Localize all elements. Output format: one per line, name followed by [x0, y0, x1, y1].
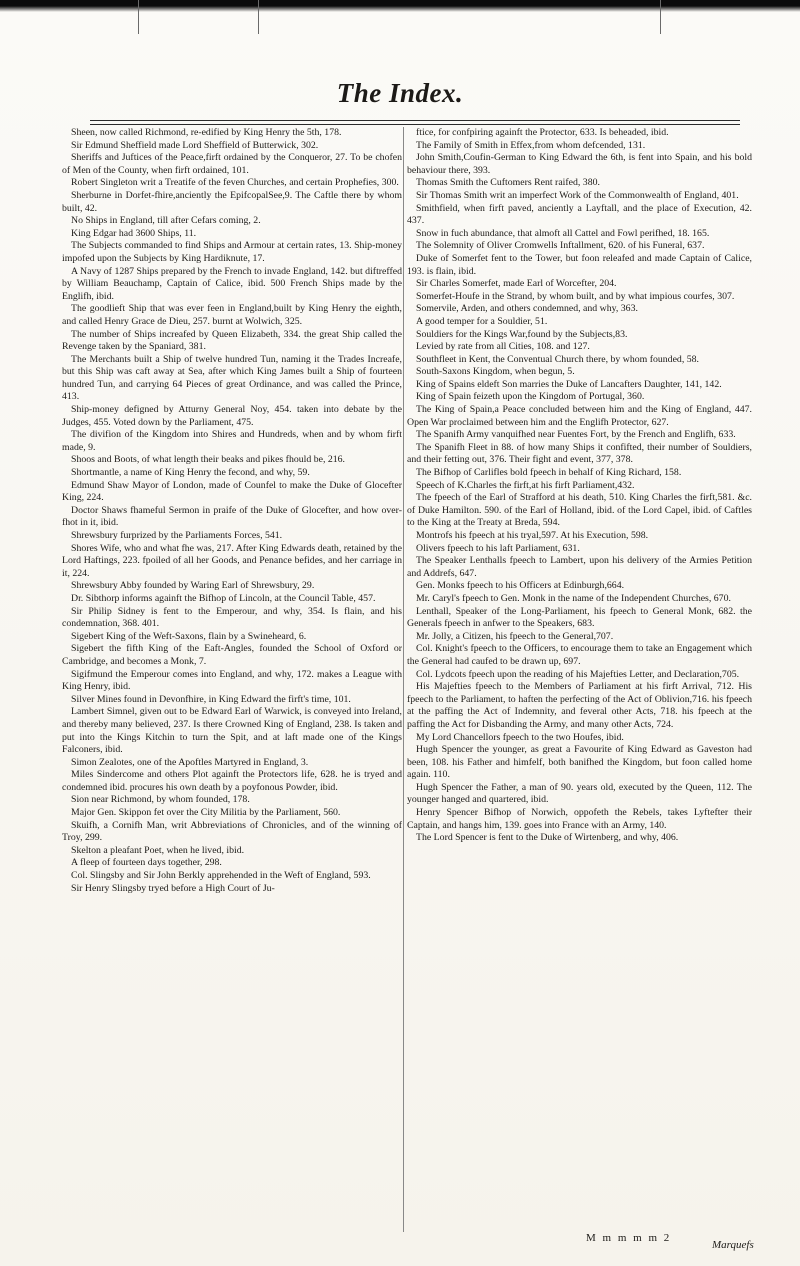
index-entry: John Smith,Coufin-German to King Edward the 6th, is fent into Spain, and his bold behaviour there, 393.	[407, 152, 752, 176]
left-column	[62, 127, 402, 895]
index-entry: The goodlieft Ship that was ever feen in England,built by King Henry the eighth, and called Henry Grace de Dieu, 257. burnt at Wolwich, 325.	[62, 303, 402, 327]
right-column	[407, 127, 752, 845]
index-entry: Snow in fuch abundance, that almoft all Cattel and Fowl perifhed, 18. 165.	[416, 227, 710, 239]
index-entry: The Merchants built a Ship of twelve hundred Tun, naming it the Trades Increafe, but this Ship was caft away at Sea, after which King James built a Ship of fourteen hundred Tun, and carrying 64 Pieces of great Ordinance, and was called the Prince, 413.	[62, 353, 402, 403]
index-entry: Ship-money defigned by Atturny General Noy, 454. taken into debate by the Judges, 455. Voted down by the Parliament, 475.	[62, 404, 402, 428]
index-entry: Sir Charles Somerfet, made Earl of Worcefter, 204.	[416, 278, 617, 290]
index-entry: Col. Lydcots fpeech upon the reading of his Majefties Letter, and Declaration,705.	[416, 668, 740, 680]
index-entry: Doctor Shaws fhameful Sermon in praife of the Duke of Glocefter, and how over-fhot in it, ibid.	[62, 504, 402, 529]
index-entry: Skelton a pleafant Poet, when he lived, ibid.	[71, 844, 245, 856]
index-entry: Sion near Richmond, by whom founded, 178.	[71, 794, 250, 806]
index-entry: Sir Edmund Sheffield made Lord Sheffield of Butterwick, 302.	[71, 139, 319, 151]
index-entry: Thomas Smith the Cuftomers Rent raifed, 380.	[416, 177, 600, 189]
index-entry: Sigifmund the Emperour comes into England, and why, 172. makes a League with King Henry, ibid.	[62, 668, 402, 693]
index-entry: King of Spain feizeth upon the Kingdom of Portugal, 360.	[416, 391, 645, 403]
index-entry: Somerfet-Houfe in the Strand, by whom built, and by what impious courfes, 307.	[416, 290, 735, 302]
index-entry: Hugh Spencer the younger, as great a Favourite of King Edward as Gaveston had been, 108. his Father and himfelf, both banifhed the Kingdom, but foon called home again. 110.	[407, 744, 752, 781]
catchword: Marquefs	[712, 1239, 754, 1251]
index-entry: Levied by rate from all Cities, 108. and 127.	[416, 341, 590, 353]
index-entry: Southfleet in Kent, the Conventual Church there, by whom founded, 58.	[416, 353, 699, 365]
index-entry: King Edgar had 3600 Ships, 11.	[71, 227, 197, 239]
index-entry: A Navy of 1287 Ships prepared by the French to invade England, 142. but diftreffed by William Beauchamp, Captain of Calice, ibid. 500 French Ships made by the Englifh, ibid.	[62, 265, 402, 302]
index-entry: Miles Sindercome and others Plot againft the Protectors life, 628. he is tryed and condemned ibid. procures his own death by a poyfonous Powder, ibid.	[62, 769, 402, 793]
index-entry: The Family of Smith in Effex,from whom defcended, 131.	[416, 139, 646, 151]
index-entry: Lambert Simnel, given out to be Edward Earl of Warwick, is conveyed into Ireland, and thereby many believed, 237. Is there Crowned King of England, 238. Is taken and put into the Kings Kitchin to turn the Spit, and at laft made one of the Kings Falconers, ibid.	[62, 706, 402, 756]
signature-mark: M m m m m 2	[586, 1232, 672, 1244]
index-entry: Somervile, Arden, and others condemned, and why, 363.	[416, 303, 638, 315]
index-entry: The King of Spain,a Peace concluded between him and the King of England, 447. Open War proclaimed between him and the Englifh Protector, 627.	[407, 404, 752, 428]
index-entry: Shortmantle, a name of King Henry the fecond, and why, 59.	[71, 467, 310, 479]
index-entry: Sigebert the fifth King of the Eaft-Angles, founded the School of Oxford or Cambridge, and becomes a Monk, 7.	[62, 643, 402, 667]
index-entry: Sir Philip Sidney is fent to the Emperour, and why, 354. Is flain, and his condemnation, 368. 401.	[62, 605, 402, 630]
index-entry: No Ships in England, till after Cefars coming, 2.	[71, 215, 261, 227]
index-entry: Speech of K.Charles the firft,at his firft Parliament,432.	[416, 479, 635, 491]
index-entry: Henry Spencer Bifhop of Norwich, oppofeth the Rebels, takes Lyftefter their Captain, and hangs him, 139. goes into France with an Army, 140.	[407, 807, 752, 831]
index-entry: Hugh Spencer the Father, a man of 90. years old, executed by the Queen, 112. The younger hanged and quartered, ibid.	[407, 781, 752, 806]
column-divider	[403, 127, 404, 1232]
index-entry: Col. Knight's fpeech to the Officers, to encourage them to take an Engagement which the General had caufed to be drawn up, 697.	[407, 643, 752, 667]
index-entry: Sheriffs and Juftices of the Peace,firft ordained by the Conqueror, 27. To be chofen of Men of the County, when firft ordained, 101.	[62, 152, 402, 176]
index-entry: Dr. Sibthorp informs againft the Bifhop of Lincoln, at the Council Table, 457.	[71, 592, 376, 604]
index-entry: The Spanifh Fleet in 88. of how many Ships it confifted, their number of Souldiers, and their fetting out, 376. Their fight and event, 377, 378.	[407, 441, 752, 466]
index-entry: The Spanifh Army vanquifhed near Fuentes Fort, by the French and Englifh, 633.	[416, 429, 736, 441]
index-entry: Duke of Somerfet fent to the Tower, but foon releafed and made Captain of Calice, 193. is flain, ibid.	[407, 252, 752, 277]
index-entry: Shores Wife, who and what fhe was, 217. After King Edwards death, retained by the Lord Haftings, 223. fpoiled of all her Goods, and Penance befides, and her carriage in it, 224.	[62, 542, 402, 579]
index-entry: The Speaker Lenthalls fpeech to Lambert, upon his delivery of the Armies Petition and Addrefs, 647.	[407, 555, 752, 579]
index-entry: Souldiers for the Kings War,found by the Subjects,83.	[416, 328, 628, 340]
index-entry: Sir Thomas Smith writ an imperfect Work of the Commonwealth of England, 401.	[416, 189, 739, 201]
index-entry: Olivers fpeech to his laft Parliament, 631.	[416, 542, 580, 554]
index-entry: The Solemnity of Oliver Cromwells Inftallment, 620. of his Funeral, 637.	[416, 240, 705, 252]
index-entry: Shoos and Boots, of what length their beaks and pikes fhould be, 216.	[71, 454, 346, 466]
index-entry: South-Saxons Kingdom, when begun, 5.	[416, 366, 575, 378]
index-entry: The Lord Spencer is fent to the Duke of Wirtenberg, and why, 406.	[416, 832, 679, 844]
index-entry: Smithfield, when firft paved, anciently a Layftall, and the place of Execution, 42. 437.	[407, 202, 752, 227]
index-entry: Montrofs his fpeech at his tryal,597. At his Execution, 598.	[416, 530, 649, 541]
index-entry: Gen. Monks fpeech to his Officers at Edinburgh,664.	[416, 580, 625, 592]
binding-line	[660, 0, 661, 34]
index-entry: The fpeech of the Earl of Strafford at his death, 510. King Charles the firft,581. &c. of Duke Hamilton. 590. of the Earl of Holland, ibid. of the Lord Capel, ibid. of Caftles to the King at the Treaty at Breda, 594.	[407, 492, 752, 529]
index-entry: King of Spains eldeft Son marries the Duke of Lancafters Daughter, 141, 142.	[416, 378, 722, 390]
index-entry: Silver Mines found in Devonfhire, in King Edward the firft's time, 101.	[71, 693, 351, 705]
index-entry: My Lord Chancellors fpeech to the two Houfes, ibid.	[416, 731, 624, 743]
index-entry: Sir Henry Slingsby tryed before a High Court of Ju-	[71, 882, 275, 894]
index-entry: The number of Ships increafed by Queen Elizabeth, 334. the great Ship called the Revenge taken by the Spaniard, 381.	[62, 328, 402, 353]
index-entry: Skuifh, a Cornifh Man, writ Abbreviations of Chronicles, and of the winning of Troy, 299.	[62, 819, 402, 844]
index-entry: Shrewsbury Abby founded by Waring Earl of Shrewsbury, 29.	[71, 580, 315, 592]
index-entry: The Bifhop of Carlifles bold fpeech in behalf of King Richard, 158.	[416, 467, 682, 479]
header-rule	[90, 120, 740, 125]
index-entry: The Subjects commanded to find Ships and Armour at certain rates, 13. Ship-money impofed upon the Subjects by King Hardiknute, 17.	[62, 240, 402, 264]
index-entry: The divifion of the Kingdom into Shires and Hundreds, when and by whom firft made, 9.	[62, 429, 402, 453]
index-entry: Edmund Shaw Mayor of London, made of Counfel to make the Duke of Glocefter King, 224.	[62, 479, 402, 504]
binding-line	[138, 0, 139, 34]
index-entry: Robert Singleton writ a Treatife of the feven Churches, and certain Prophefies, 300.	[71, 177, 399, 189]
index-entry: Sherburne in Dorfet-fhire,anciently the EpifcopalSee,9. The Caftle there by whom built, 42.	[62, 189, 402, 214]
page-title: The Index.	[336, 78, 464, 108]
index-entry: Sigebert King of the Weft-Saxons, flain by a Swineheard, 6.	[71, 630, 307, 642]
index-entry: Shrewsbury furprized by the Parliaments Forces, 541.	[71, 530, 283, 541]
index-entry: ftice, for confpiring againft the Protector, 633. Is beheaded, ibid.	[416, 127, 669, 138]
index-entry: His Majefties fpeech to the Members of Parliament at his firft Arrival, 712. His fpeech to the Parliament, to haften the perfecting of the Act of Oblivion,716. his fpeech at the paffing the Act of Indemnity, and feveral other Acts, 718. his fpeech at the paffing the Act for Disbanding the Army, and many other Acts, 724.	[407, 681, 752, 730]
index-entry: Mr. Jolly, a Citizen, his fpeech to the General,707.	[416, 630, 614, 642]
index-entry: Sheen, now called Richmond, re-edified by King Henry the 5th, 178.	[71, 127, 342, 138]
index-entry: Col. Slingsby and Sir John Berkly apprehended in the Weft of England, 593.	[71, 870, 371, 882]
index-entry: Lenthall, Speaker of the Long-Parliament, his fpeech to General Monk, 682. the Generals fpeech in anfwer to the Speakers, 683.	[407, 605, 752, 630]
index-entry: Major Gen. Skippon fet over the City Militia by the Parliament, 560.	[71, 807, 341, 819]
index-entry: Simon Zealotes, one of the Apoftles Martyred in England, 3.	[71, 756, 309, 768]
index-entry: A fleep of fourteen days together, 298.	[71, 857, 222, 869]
index-entry: A good temper for a Souldier, 51.	[416, 315, 548, 327]
binding-line	[258, 0, 259, 34]
index-entry: Mr. Caryl's fpeech to Gen. Monk in the name of the Independent Churches, 670.	[416, 592, 731, 604]
